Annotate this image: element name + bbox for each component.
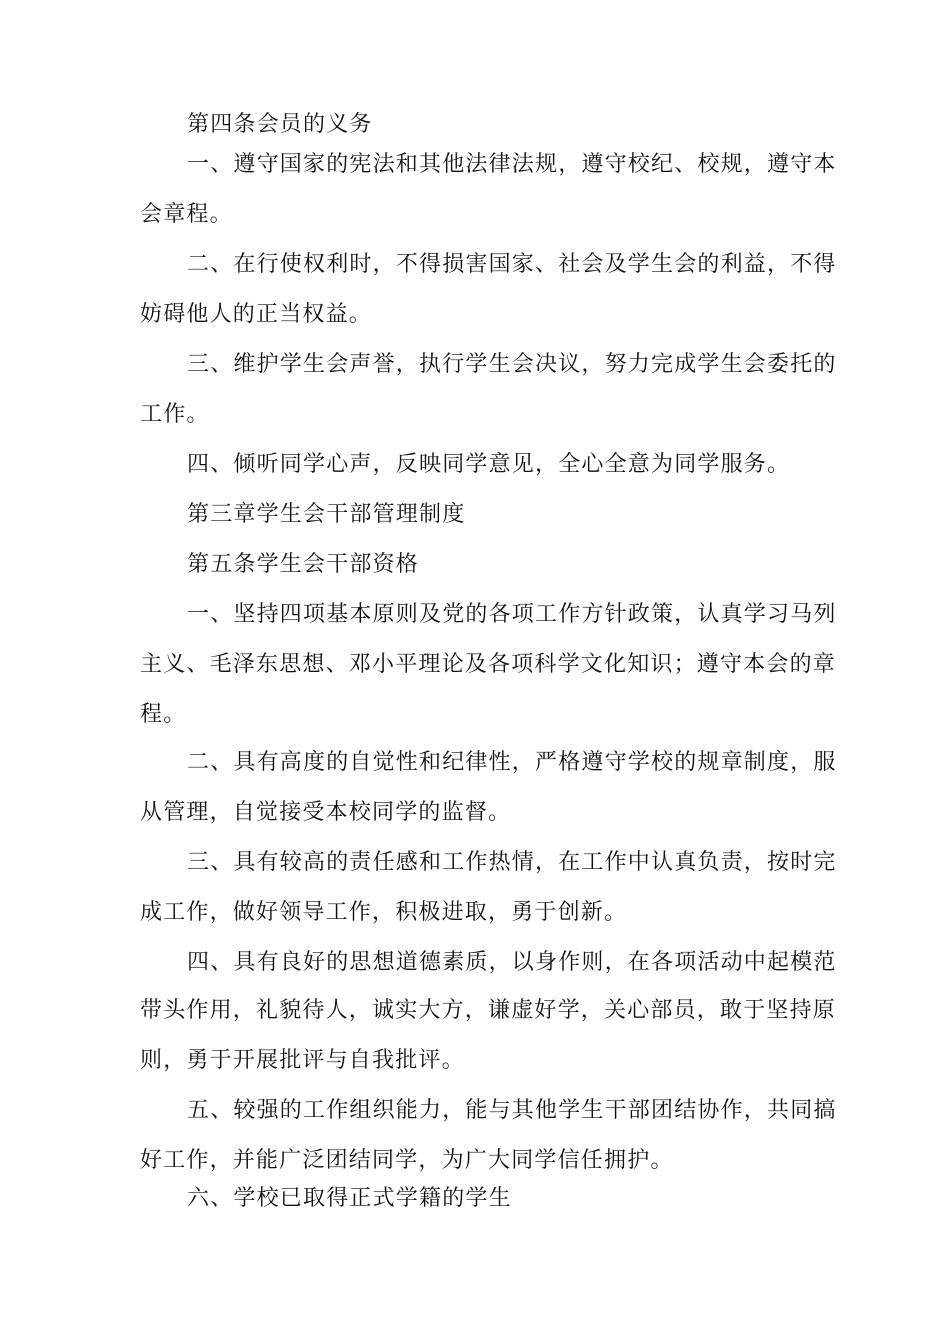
paragraph-line: 则，勇于开展批评与自我批评。 xyxy=(140,1048,465,1073)
paragraph-line: 工作。 xyxy=(140,402,210,427)
paragraph-line: 主义、毛泽东思想、邓小平理论及各项科学文化知识；遵守本会的章 xyxy=(140,652,837,677)
paragraph-line: 成工作，做好领导工作，积极进取，勇于创新。 xyxy=(140,900,628,925)
paragraph-line: 程。 xyxy=(140,702,187,727)
paragraph-line: 六、学校已取得正式学籍的学生 xyxy=(187,1186,512,1211)
article-heading: 第四条会员的义务 xyxy=(187,112,373,137)
paragraph-line: 会章程。 xyxy=(140,202,233,227)
paragraph-line: 五、较强的工作组织能力，能与其他学生干部团结协作，共同搞 xyxy=(187,1098,837,1123)
paragraph-line: 一、坚持四项基本原则及党的各项工作方针政策，认真学习马列 xyxy=(187,602,837,627)
paragraph-line: 一、遵守国家的宪法和其他法律法规，遵守校纪、校规，遵守本 xyxy=(187,152,837,177)
paragraph-line: 四、倾听同学心声，反映同学意见，全心全意为同学服务。 xyxy=(187,452,791,477)
paragraph-line: 带头作用，礼貌待人，诚实大方，谦虚好学，关心部员，敢于坚持原 xyxy=(140,998,837,1023)
paragraph-line: 从管理，自觉接受本校同学的监督。 xyxy=(140,800,512,825)
paragraph-line: 四、具有良好的思想道德素质，以身作则，在各项活动中起模范 xyxy=(187,950,837,975)
paragraph-line: 二、在行使权利时，不得损害国家、社会及学生会的利益，不得 xyxy=(187,252,837,277)
paragraph-line: 好工作，并能广泛团结同学，为广大同学信任拥护。 xyxy=(140,1148,674,1173)
paragraph-line: 三、具有较高的责任感和工作热情，在工作中认真负责，按时完 xyxy=(187,850,837,875)
paragraph-line: 三、维护学生会声誉，执行学生会决议，努力完成学生会委托的 xyxy=(187,352,837,377)
chapter-heading: 第三章学生会干部管理制度 xyxy=(187,502,466,527)
paragraph-line: 二、具有高度的自觉性和纪律性，严格遵守学校的规章制度，服 xyxy=(187,750,837,775)
paragraph-line: 妨碍他人的正当权益。 xyxy=(140,302,373,327)
article-heading: 第五条学生会干部资格 xyxy=(187,552,420,577)
